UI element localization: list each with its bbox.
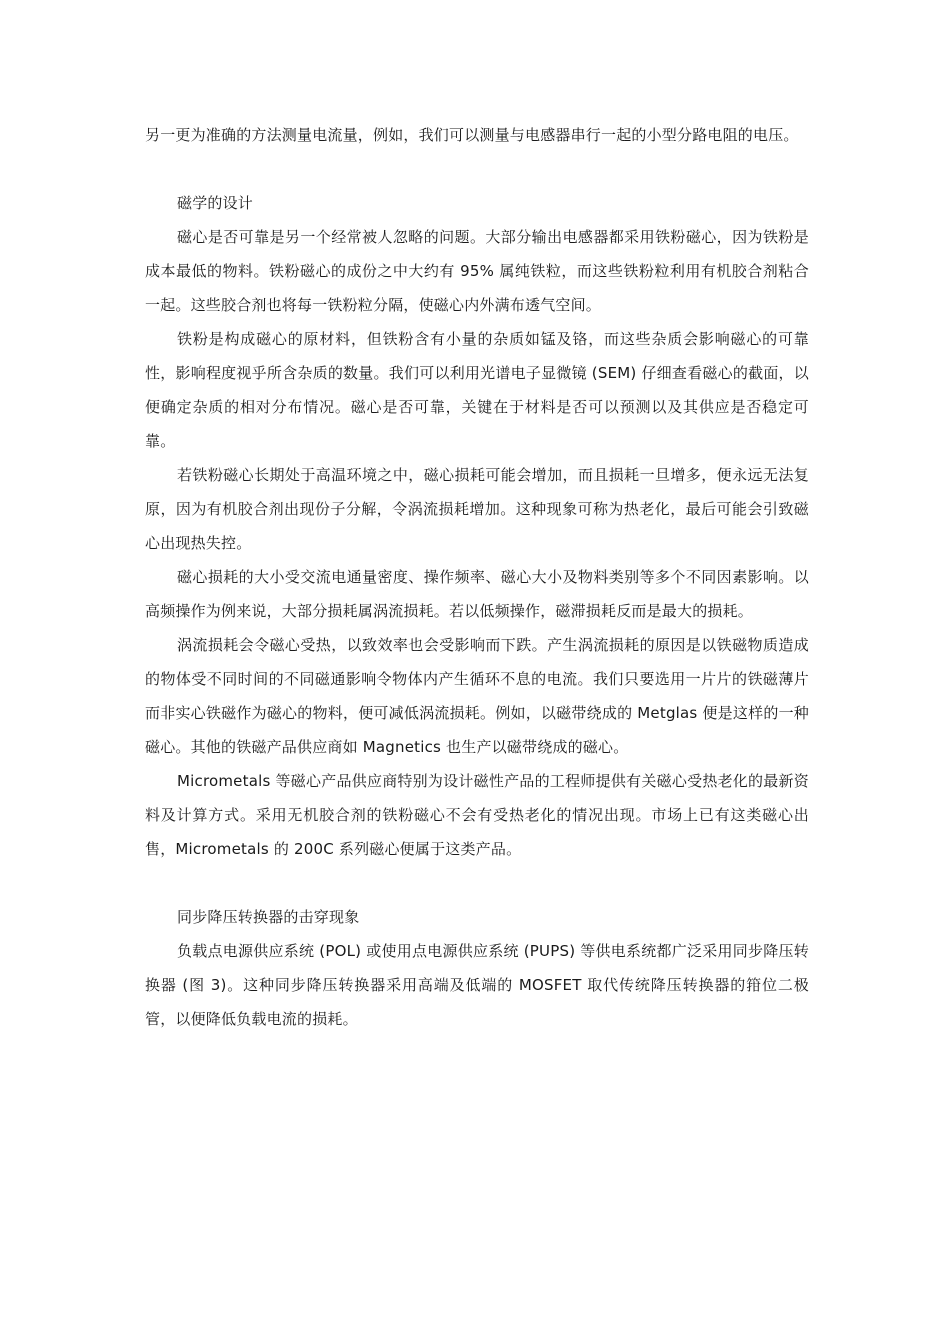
paragraph-thermal-aging: 若铁粉磁心长期处于高温环境之中，磁心损耗可能会增加，而且损耗一旦增多，便永远无法复原，因为有机胶合剂出现份子分解，令涡流损耗增加。这种现象可称为热老化，最后可能会引致磁心出现热失控。 xyxy=(145,466,809,552)
section-heading-magnetic-design: 磁学的设计 xyxy=(177,194,254,212)
paragraph-iron-impurities: 铁粉是构成磁心的原材料，但铁粉含有小量的杂质如锰及铬，而这些杂质会影响磁心的可靠性，影响程度视乎所含杂质的数量。我们可以利用光谱电子显微镜 (SEM) 仔细查看磁心的截面，以便确定杂质的相对分布情况。磁心是否可靠，关键在于材料是否可以预测以及其供应是否稳定可靠。 xyxy=(145,330,809,450)
section-gap xyxy=(145,866,809,900)
paragraph-shunt-resistor: 另一更为准确的方法测量电流量，例如，我们可以测量与电感器串行一起的小型分路电阻的电压。 xyxy=(145,126,799,144)
section-gap xyxy=(145,152,809,186)
paragraph-eddy-current-loss: 涡流损耗会令磁心受热，以致效率也会受影响而下跌。产生涡流损耗的原因是以铁磁物质造成的物体受不同时间的不同磁通影响令物体内产生循环不息的电流。我们只要选用一片片的铁磁薄片而非实心铁磁作为磁心的物料，便可减低涡流损耗。例如，以磁带绕成的 Metglas 便是这样的一种磁心。其他的铁磁产品供应商如 Magnetics 也生产以磁带绕成的磁心。 xyxy=(145,636,809,756)
paragraph-core-reliability: 磁心是否可靠是另一个经常被人忽略的问题。大部分输出电感器都采用铁粉磁心，因为铁粉是成本最低的物料。铁粉磁心的成份之中大约有 95% 属纯铁粒，而这些铁粉粒利用有机胶合剂粘合一起。这些胶合剂也将每一铁粉粒分隔，使磁心内外满布透气空间。 xyxy=(145,228,809,314)
document-body xyxy=(145,118,809,1036)
paragraph-synchronous-buck: 负载点电源供应系统 (POL) 或使用点电源供应系统 (PUPS) 等供电系统都广泛采用同步降压转换器 (图 3)。这种同步降压转换器采用高端及低端的 MOSFET 取代传统降压转换器的箝位二极管，以便降低负载电流的损耗。 xyxy=(145,942,809,1028)
section-heading-shoot-through: 同步降压转换器的击穿现象 xyxy=(177,908,360,926)
paragraph-core-loss-factors: 磁心损耗的大小受交流电通量密度、操作频率、磁心大小及物料类别等多个不同因素影响。以高频操作为例来说，大部分损耗属涡流损耗。若以低频操作，磁滞损耗反而是最大的损耗。 xyxy=(145,568,809,620)
paragraph-micrometals: Micrometals 等磁心产品供应商特别为设计磁性产品的工程师提供有关磁心受热老化的最新资料及计算方式。采用无机胶合剂的铁粉磁心不会有受热老化的情况出现。市场上已有这类磁心出售，Micrometals 的 200C 系列磁心便属于这类产品。 xyxy=(145,772,809,858)
